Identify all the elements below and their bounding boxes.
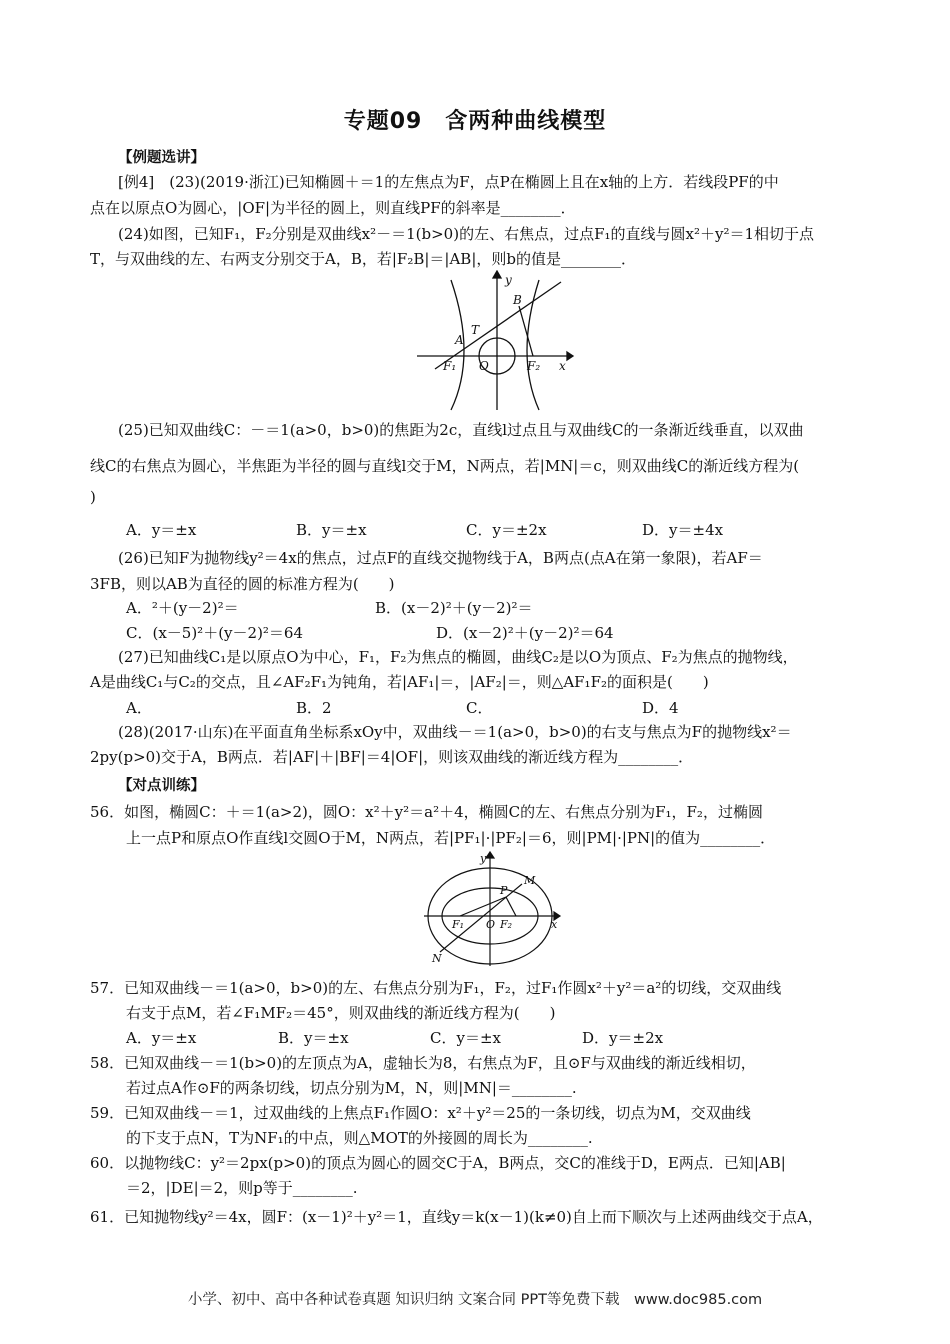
x-axis-arrow [567,352,573,360]
problem-61-line-1: 61．已知抛物线y²＝4x，圆F：(x－1)²＋y²＝1，直线y＝k(x－1)(k≠0)自上而下顺次与上述两曲线交于点A， [90,1208,823,1226]
problem-57-line-2: 右支于点M，若∠F₁MF₂＝45°，则双曲线的渐近线方程为( ) [126,1004,556,1022]
fig1-label-a: A [455,333,464,347]
section-examples-heading: 【例题选讲】 [118,150,205,166]
ellipse-circle-figure [420,850,570,970]
section-training-heading: 【对点训练】 [118,778,205,794]
fig2-label-f1: F₁ [452,918,465,931]
q57-option-d: D．y＝±2x [582,1029,664,1047]
problem-58-line-1: 58．已知双曲线－＝1(b>0)的左顶点为A，虚轴长为8，右焦点为F，且⊙F与双曲线的渐近线相切， [90,1054,756,1072]
problem-28-line-2: 2py(p>0)交于A，B两点．若|AF|＋|BF|＝4|OF|，则该双曲线的渐近线方程为________． [90,748,694,766]
problem-58-line-2: 若过点A作⊙F的两条切线，切点分别为M，N，则|MN|＝________. [126,1079,577,1097]
problem-28-line-1: (28)(2017·山东)在平面直角坐标系xOy中，双曲线－＝1(a>0，b>0)的右支与焦点为F的抛物线x²＝ [118,723,792,741]
problem-26-line-2: 3FB，则以AB为直径的圆的标准方程为( ) [90,575,395,593]
problem-24-line-1: (24)如图，已知F₁，F₂分别是双曲线x²－＝1(b>0)的左、右焦点，过点F₁的直线与圆x²＋y²＝1相切于点 [118,225,814,243]
fig1-label-x: x [559,359,566,373]
q57-option-a: A．y＝±x [126,1029,197,1047]
problem-27-line-2: A是曲线C₁与C₂的交点，且∠AF₂F₁为钝角，若|AF₁|＝，|AF₂|＝，则△AF₁F₂的面积是( ) [90,673,709,691]
segment-pf2 [506,897,516,916]
y-axis-arrow [493,271,501,278]
q26-option-a: A．²＋(y－2)²＝ [126,599,239,617]
problem-60-line-2: ＝2，|DE|＝2，则p等于________. [126,1179,358,1197]
fig1-label-b: B [513,293,522,307]
fig1-label-y: y [505,273,512,287]
problem-60-line-1: 60．以抛物线C：y²＝2px(p>0)的顶点为圆心的圆交C于A，B两点，交C的准线于D，E两点．已知|AB| [90,1154,786,1172]
problem-27-line-1: (27)已知曲线C₁是以原点O为中心，F₁，F₂为焦点的椭圆，曲线C₂是以O为顶点、F₂为焦点的抛物线， [118,648,798,666]
fig2-label-n: N [432,952,442,965]
q57-option-b: B．y＝±x [278,1029,349,1047]
fig2-label-p: P [500,884,508,897]
problem-59-line-2: 的下支于点N，T为NF₁的中点，则△MOT的外接圆的周长为________. [126,1129,593,1147]
q25-option-b: B．y＝±x [296,521,367,539]
q26-option-c: C．(x－5)²＋(y－2)²＝64 [126,624,304,642]
fig1-label-f1: F₁ [443,359,457,373]
q25-option-c: C．y＝±2x [466,521,547,539]
q26-option-b: B．(x－2)²＋(y－2)²＝ [375,599,533,617]
q25-option-d: D．y＝±4x [642,521,724,539]
q27-option-d: D．4 [642,699,679,717]
q26-option-d: D．(x－2)²＋(y－2)²＝64 [436,624,614,642]
problem-23-line-1: [例4] (23)(2019·浙江)已知椭圆＋＝1的左焦点为F，点P在椭圆上且在x轴的上方．若线段PF的中 [118,173,779,191]
problem-24-line-2: T，与双曲线的左、右两支分别交于A，B，若|F₂B|＝|AB|，则b的值是________． [90,250,636,268]
problem-57-line-1: 57．已知双曲线－＝1(a>0，b>0)的左、右焦点分别为F₁，F₂，过F₁作圆x²＋y²＝a²的切线，交双曲线 [90,979,782,997]
q25-option-a: A．y＝±x [126,521,197,539]
footer-ad-text: 小学、初中、高中各种试卷真题 知识归纳 文案合同 PPT等免费下载 www.doc985.com [187,1292,763,1308]
fig2-label-m: M [524,874,536,887]
problem-56-line-2: 上一点P和原点O作直线l交圆O于M，N两点，若|PF₁|·|PF₂|＝6，则|PM|·|PN|的值为________． [126,829,776,847]
segment-pf1 [460,897,506,916]
fig2-label-x: x [551,918,558,931]
problem-59-line-1: 59．已知双曲线－＝1，过双曲线的上焦点F₁作圆O：x²＋y²＝25的一条切线，切点为M，交双曲线 [90,1104,751,1122]
fig2-label-f2: F₂ [500,918,513,931]
problem-25-line-2: 线C的右焦点为圆心，半焦距为半径的圆与直线l交于M，N两点，若|MN|＝c，则双曲线C的渐近线方程为( [90,457,800,475]
q57-option-c: C．y＝±x [430,1029,501,1047]
problem-23-line-2: 点在以原点O为圆心，|OF|为半径的圆上，则直线PF的斜率是________． [90,199,576,217]
fig1-label-t: T [471,323,480,337]
fig1-label-o: O [479,359,489,373]
problem-25-line-3: ) [90,488,96,506]
fig2-label-y: y [480,852,487,865]
problem-26-line-1: (26)已知F为抛物线y²＝4x的焦点，过点F的直线交抛物线于A，B两点(点A在第一象限)，若AF＝ [118,549,763,567]
q27-option-b: B．2 [296,699,332,717]
problem-25-line-1: (25)已知双曲线C：－＝1(a>0，b>0)的焦距为2c，直线l过点且与双曲线C的一条渐近线垂直，以双曲 [118,421,804,439]
q27-option-a: A． [126,699,152,717]
hyperbola-right-branch [527,280,539,410]
problem-56-line-1: 56．如图，椭圆C：＋＝1(a>2)，圆O：x²＋y²＝a²＋4，椭圆C的左、右焦点分别为F₁，F₂，过椭圆 [90,803,763,821]
q27-option-c: C． [466,699,493,717]
page-title: 专题09 含两种曲线模型 [343,109,607,134]
hyperbola-circle-figure [415,270,575,412]
fig1-label-f2: F₂ [527,359,541,373]
y-axis-arrow [486,852,494,858]
fig2-label-o: O [486,918,496,931]
